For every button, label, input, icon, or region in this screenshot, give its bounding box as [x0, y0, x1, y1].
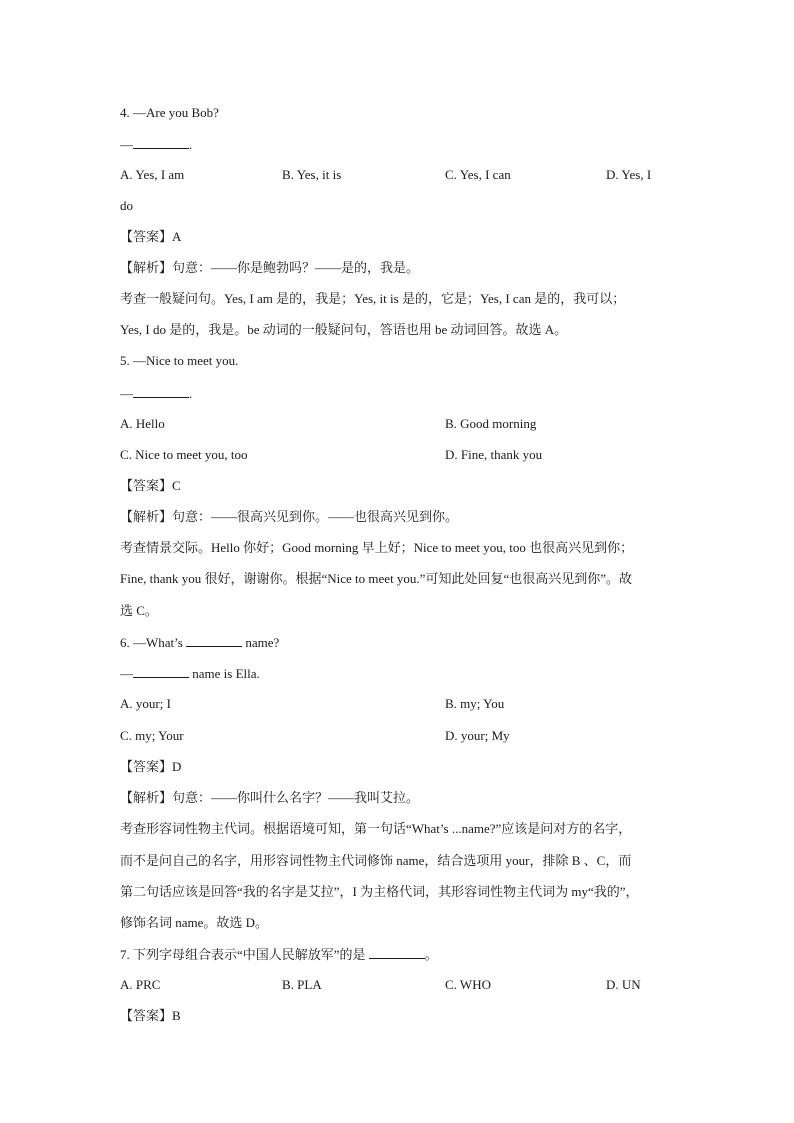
q6-analysis-line: 修饰名词 name。故选 D。 [120, 915, 269, 930]
q5-option-c: C. Nice to meet you, too [120, 447, 248, 462]
q4-analysis-line: 考查一般疑问句。Yes, I am 是的，我是；Yes, it is 是的，它是；Yes, I can 是的，我可以； [120, 291, 626, 306]
analysis-label: 【解析】 [120, 260, 173, 275]
q6-analysis-line: 而不是问自己的名字，用形容词性物主代词修饰 name，结合选项用 your，排除 B 、C，而 [120, 853, 632, 868]
q6-analysis-line: 第二句话应该是回答“我的名字是艾拉”，I 为主格代词，其形容词性物主代词为 my“我的”， [120, 884, 639, 899]
q5-answer [120, 477, 181, 495]
answer-value: A [172, 229, 182, 244]
q7-option-a: A. PRC [120, 977, 161, 992]
q5-option-d: D. Fine, thank you [445, 447, 543, 462]
q7-option-b: B. PLA [282, 977, 322, 992]
answer-label: 【答案】 [120, 759, 173, 774]
q7-stem: 7. 下列字母组合表示“中国人民解放军”的是 。 [120, 947, 438, 962]
q4-option-c: C. Yes, I can [445, 167, 511, 182]
q4-option-b: B. Yes, it is [282, 167, 342, 182]
analysis-label: 【解析】 [120, 509, 173, 524]
q5-option-b: B. Good morning [445, 416, 537, 431]
q4-analysis-line: Yes, I do 是的，我是。be 动词的一般疑问句，答语也用 be 动词回答。故选 A。 [120, 322, 568, 337]
answer-value: B [172, 1008, 181, 1023]
answer-value: C [172, 478, 181, 493]
q6-answer [120, 758, 181, 776]
answer-blank [369, 945, 425, 959]
q5-analysis-line: 考查情景交际。Hello 你好；Good morning 早上好；Nice to meet you, too 也很高兴见到你； [120, 540, 634, 555]
q5-analysis: 【解析】句意：——很高兴见到你。——也很高兴见到你。 [120, 509, 459, 524]
q5-analysis-line: 选 C。 [120, 603, 158, 618]
q4-option-d: D. Yes, I [606, 167, 652, 182]
q6-stem: 6. —What’s name? [120, 635, 280, 650]
answer-blank [186, 633, 242, 647]
answer-blank [133, 135, 189, 149]
answer-value: D [172, 759, 182, 774]
q4-analysis: 【解析】句意：——你是鲍勃吗？——是的，我是。 [120, 260, 420, 275]
q5-analysis-line: Fine, thank you 很好，谢谢你。根据“Nice to meet you.”可知此处回复“也很高兴见到你”。故 [120, 571, 632, 586]
q6-option-a: A. your; I [120, 696, 171, 711]
analysis-label: 【解析】 [120, 790, 173, 805]
q4-stem: 4. —Are you Bob? [120, 105, 219, 120]
q4-option-a: A. Yes, I am [120, 167, 185, 182]
q4-reply: — . [120, 137, 193, 152]
answer-label: 【答案】 [120, 229, 173, 244]
q6-option-c: C. my; Your [120, 728, 184, 743]
q6-analysis: 【解析】句意：——你叫什么名字？——我叫艾拉。 [120, 790, 420, 805]
q7-answer [120, 1007, 181, 1025]
q6-option-d: D. your; My [445, 728, 510, 743]
q6-analysis-line: 考查形容词性物主代词。根据语境可知，第一句话“What’s ...name?”应该是问对方的名字， [120, 821, 632, 836]
q4-option-d-wrap: do [120, 198, 133, 213]
answer-label: 【答案】 [120, 1008, 173, 1023]
q7-option-c: C. WHO [445, 977, 491, 992]
answer-blank [133, 664, 189, 678]
q4-answer [120, 228, 181, 246]
q6-option-b: B. my; You [445, 696, 505, 711]
q5-reply: — . [120, 386, 193, 401]
answer-label: 【答案】 [120, 478, 173, 493]
q5-option-a: A. Hello [120, 416, 165, 431]
q6-reply: — name is Ella. [120, 666, 260, 681]
answer-blank [133, 384, 189, 398]
q7-option-d: D. UN [606, 977, 641, 992]
q5-stem: 5. —Nice to meet you. [120, 353, 239, 368]
